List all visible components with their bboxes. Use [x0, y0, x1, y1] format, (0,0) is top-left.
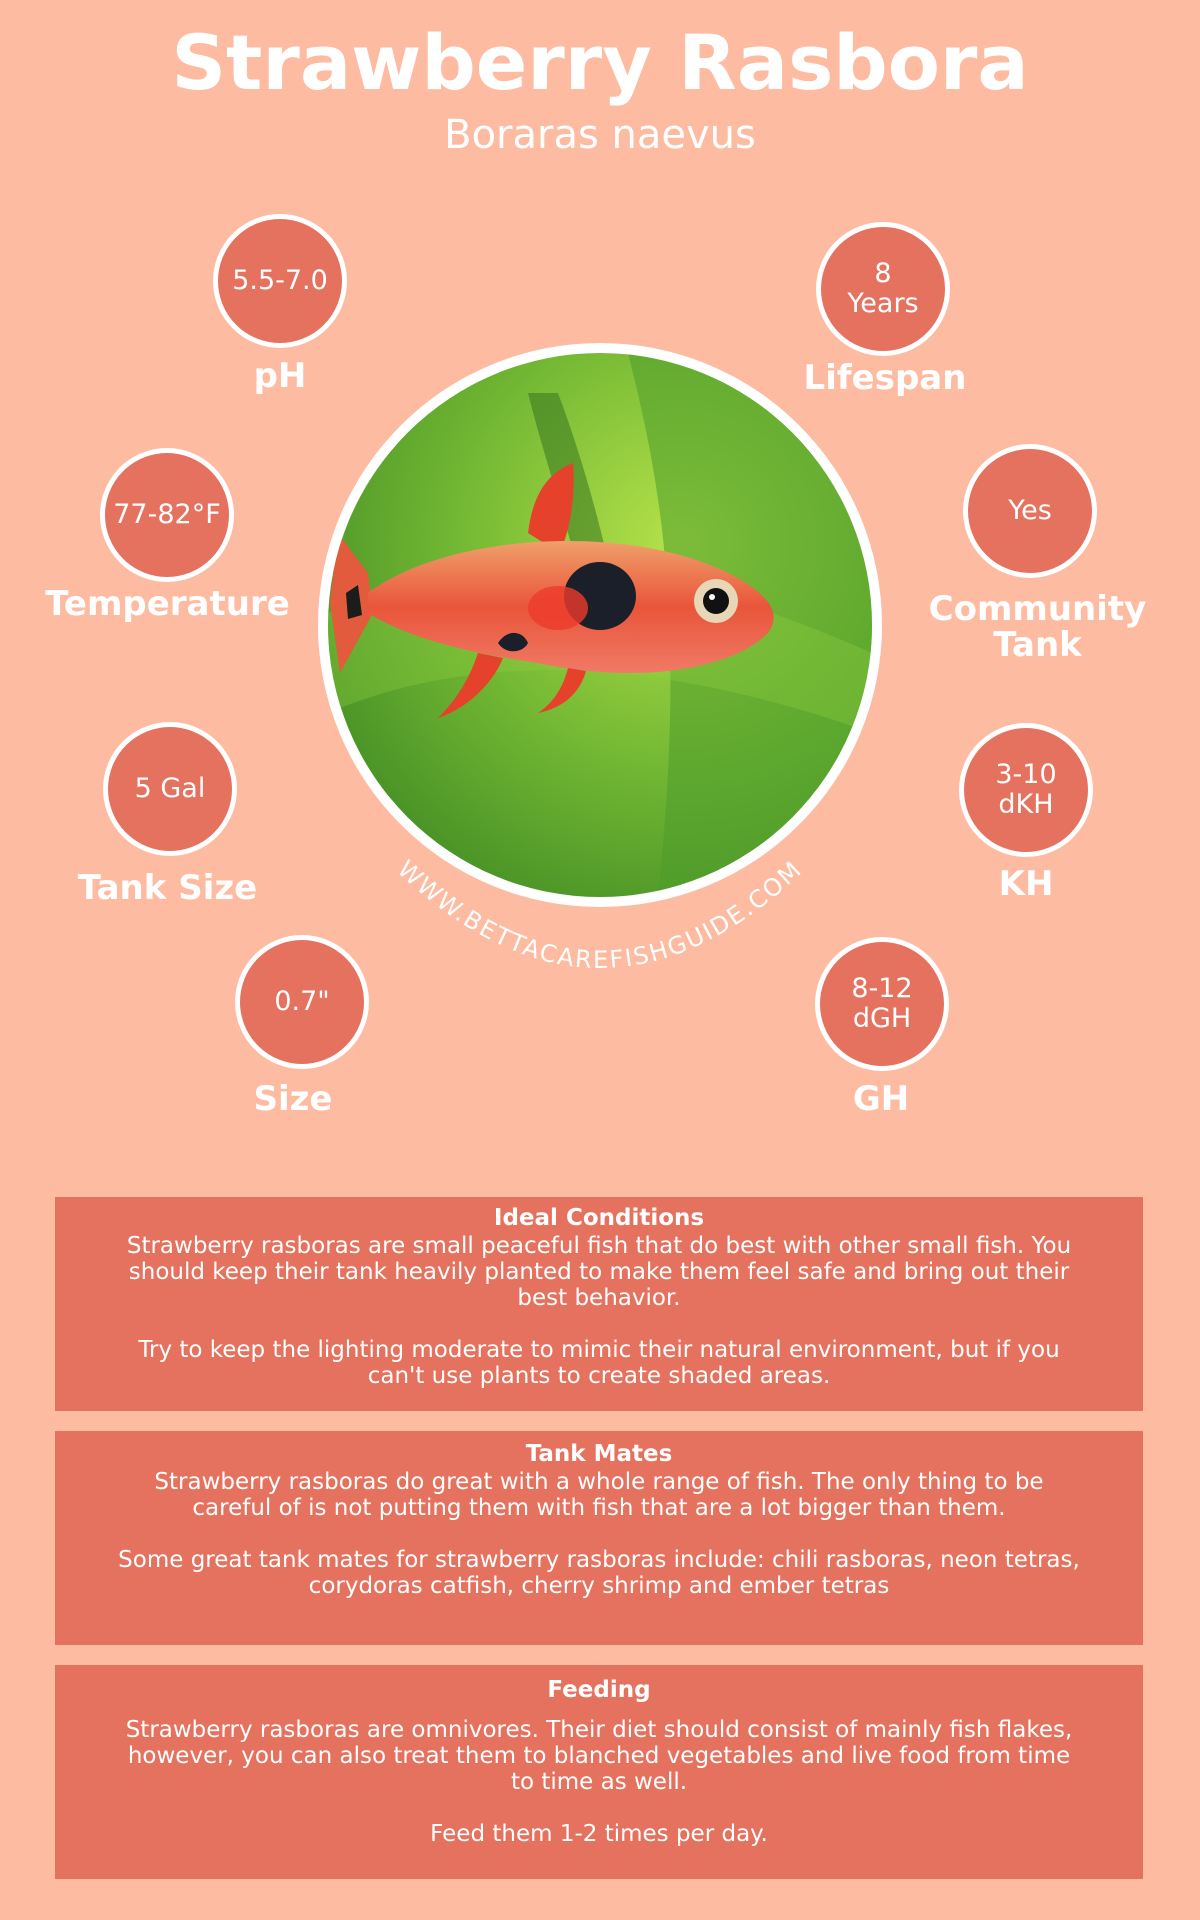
- ph-label: pH: [253, 356, 307, 396]
- gh-circle: 8-12 dGH: [815, 937, 949, 1071]
- feeding-text-2: Feed them 1-2 times per day.: [430, 1821, 768, 1847]
- ideal-conditions-text-2: Try to keep the lighting moderate to mimic their natural environment, but if you can't use plants to create shaded areas.: [138, 1337, 1060, 1389]
- kh-label: KH: [998, 864, 1054, 904]
- community-label: Community Tank: [928, 589, 1147, 665]
- lifespan-label: Lifespan: [803, 358, 967, 398]
- ideal-conditions-heading: Ideal Conditions: [493, 1205, 705, 1231]
- gh-label: GH: [852, 1079, 910, 1119]
- tank-mates-heading: Tank Mates: [525, 1441, 673, 1467]
- feeding-text-1: Strawberry rasboras are omnivores. Their diet should consist of mainly fish flakes, however, you can also treat them to blanched vegetables and live food from time to time as well.: [125, 1717, 1073, 1795]
- tank-size-circle: 5 Gal: [103, 722, 237, 856]
- feeding-panel: [55, 1665, 1143, 1879]
- temperature-circle: 77-82°F: [100, 448, 234, 582]
- tank-mates-text-1: Strawberry rasboras do great with a whole range of fish. The only thing to be careful of is not putting them with fish that are a lot bigger than them.: [154, 1469, 1044, 1521]
- ideal-conditions-panel: [55, 1197, 1143, 1411]
- tank-size-label: Tank Size: [77, 868, 258, 908]
- lifespan-circle: 8 Years: [816, 222, 950, 356]
- tank-mates-panel: [55, 1431, 1143, 1645]
- scientific-name: Boraras naevus: [444, 112, 756, 158]
- ideal-conditions-text-1: Strawberry rasboras are small peaceful fish that do best with other small fish. You should keep their tank heavily planted to make them feel safe and bring out their best behavior.: [126, 1233, 1072, 1311]
- temperature-label: Temperature: [45, 584, 290, 624]
- size-label: Size: [253, 1079, 333, 1119]
- ph-circle: 5.5-7.0: [213, 214, 347, 348]
- size-circle: 0.7": [235, 935, 369, 1069]
- watermark-text: WWW.BETTACAREFISHGUIDE.COM: [392, 854, 808, 975]
- page-title: Strawberry Rasbora: [171, 18, 1029, 107]
- community-circle: Yes: [963, 444, 1097, 578]
- tank-mates-text-2: Some great tank mates for strawberry rasboras include: chili rasboras, neon tetras, corydoras catfish, cherry shrimp and ember tetras: [118, 1547, 1080, 1599]
- watermark-arc: [318, 343, 882, 983]
- feeding-heading: Feeding: [547, 1677, 651, 1703]
- kh-circle: 3-10 dKH: [959, 723, 1093, 857]
